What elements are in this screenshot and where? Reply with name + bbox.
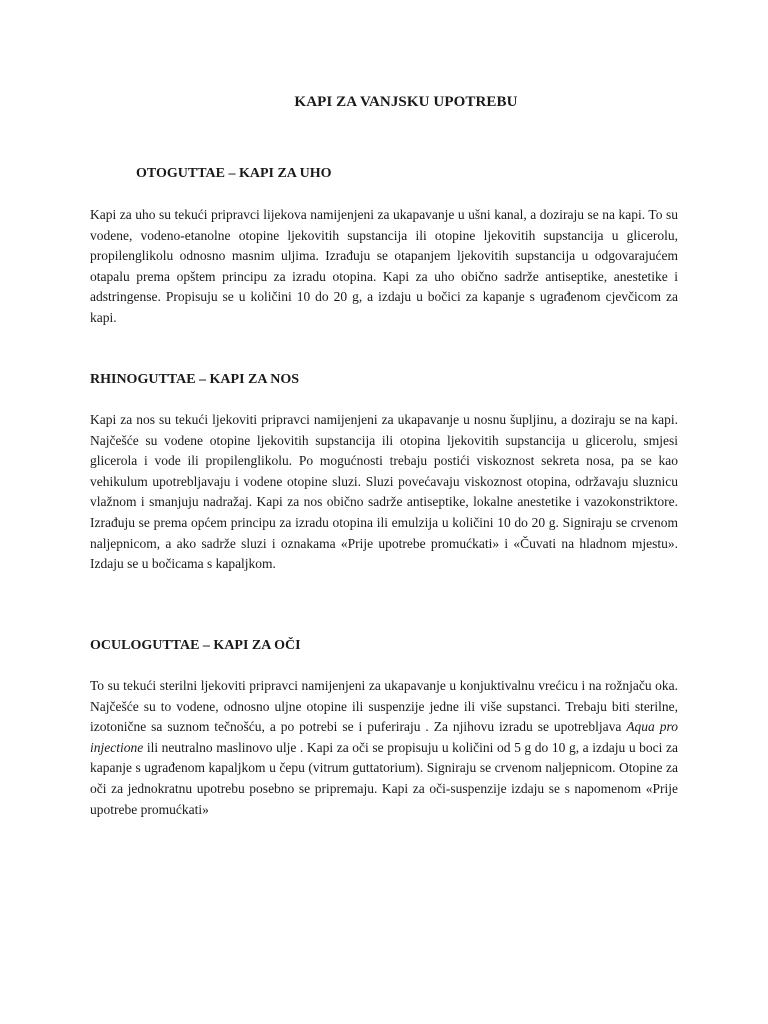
section-paragraph-otoguttae: Kapi za uho su tekući pripravci lijekova namijenjeni za ukapavanje u ušni kanal, a doziraju se na kapi. To su vodene, vodeno-etanolne otopine ljekovitih supstancija ili otopine ljekovitih supstancija u glicerolu, propilenglikolu odnosno masnim uljima. Izrađuju se otapanjem ljekovitih supstancija u odgovarajućem otapalu prema opštem principu za izradu otopina. Kapi za uho obično sadrže antiseptike, anestetike i adstringense. Propisuju se u količini 10 do 20 g, a izdaju u bočici za kapanje s ugrađenom cjevčicom za kapi. [90, 207, 678, 325]
paragraph-italic-term: Aqua pro injectione [90, 719, 678, 755]
section-heading-otoguttae: OTOGUTTAE – KAPI ZA UHO [136, 166, 332, 181]
section-paragraph-rhinoguttae: Kapi za nos su tekući ljekoviti pripravci namijenjeni za ukapavanje u nosnu šupljinu, a doziraju se na kapi. Najčešće su vodene otopine ljekovitih supstancija ili otopina ljekovitih supstancija u glicerolu, smjesi glicerola i vode ili propilenglikolu. Po mogućnosti trebaju postići viskoznost sekreta nosa, pa se kao vehikulum upotrebljavaju i vodene otopine sluzi. Sluzi povećavaju viskoznost otopina, održavaju sluznicu vlažnom i smanjuju nadražaj. Kapi za nos obično sadrže antiseptike, lokalne anestetike i vazokonstriktore. Izrađuju se prema općem principu za izradu otopina ili emulzija u količini 10 do 20 g. Signiraju se crvenom naljepnicom, a ako sadrže sluzi i oznakama «Prije upotrebe promućkati» i «Čuvati na hladnom mjestu». Izdaju se u bočicama s kapaljkom. [90, 412, 678, 572]
section-heading-oculoguttae: OCULOGUTTAE – KAPI ZA OČI [90, 638, 301, 653]
document-title: KAPI ZA VANJSKU UPOTREBU [294, 94, 518, 110]
section-paragraph-oculoguttae [90, 676, 678, 820]
paragraph-text-part: ili neutralno maslinovo ulje . Kapi za oči se propisuju u količini od 5 g do 10 g, a izdaju u boci za kapanje s ugrađenom kapaljkom u čepu (vitrum guttatorium). Signiraju se crvenom naljepnicom. Otopine za oči za jednokratnu upotrebu posebno se pripremaju. Kapi za oči-suspenzije izdaju se s napomenom «Prije upotrebe promućkati» [90, 739, 678, 817]
section-heading-rhinoguttae: RHINOGUTTAE – KAPI ZA NOS [90, 372, 299, 387]
paragraph-text-part: To su tekući sterilni ljekoviti pripravci namijenjeni za ukapavanje u konjuktivalnu vrećicu i na rožnjaču oka. Najčešće su to vodene, odnosno uljne otopine ili suspenzije jedne ili više supstanci. Trebaju biti sterilne, izotonične sa suznom tečnošću, a po potrebi se i puferiraju . Za njihovu izradu se upotrebljava [90, 678, 678, 735]
